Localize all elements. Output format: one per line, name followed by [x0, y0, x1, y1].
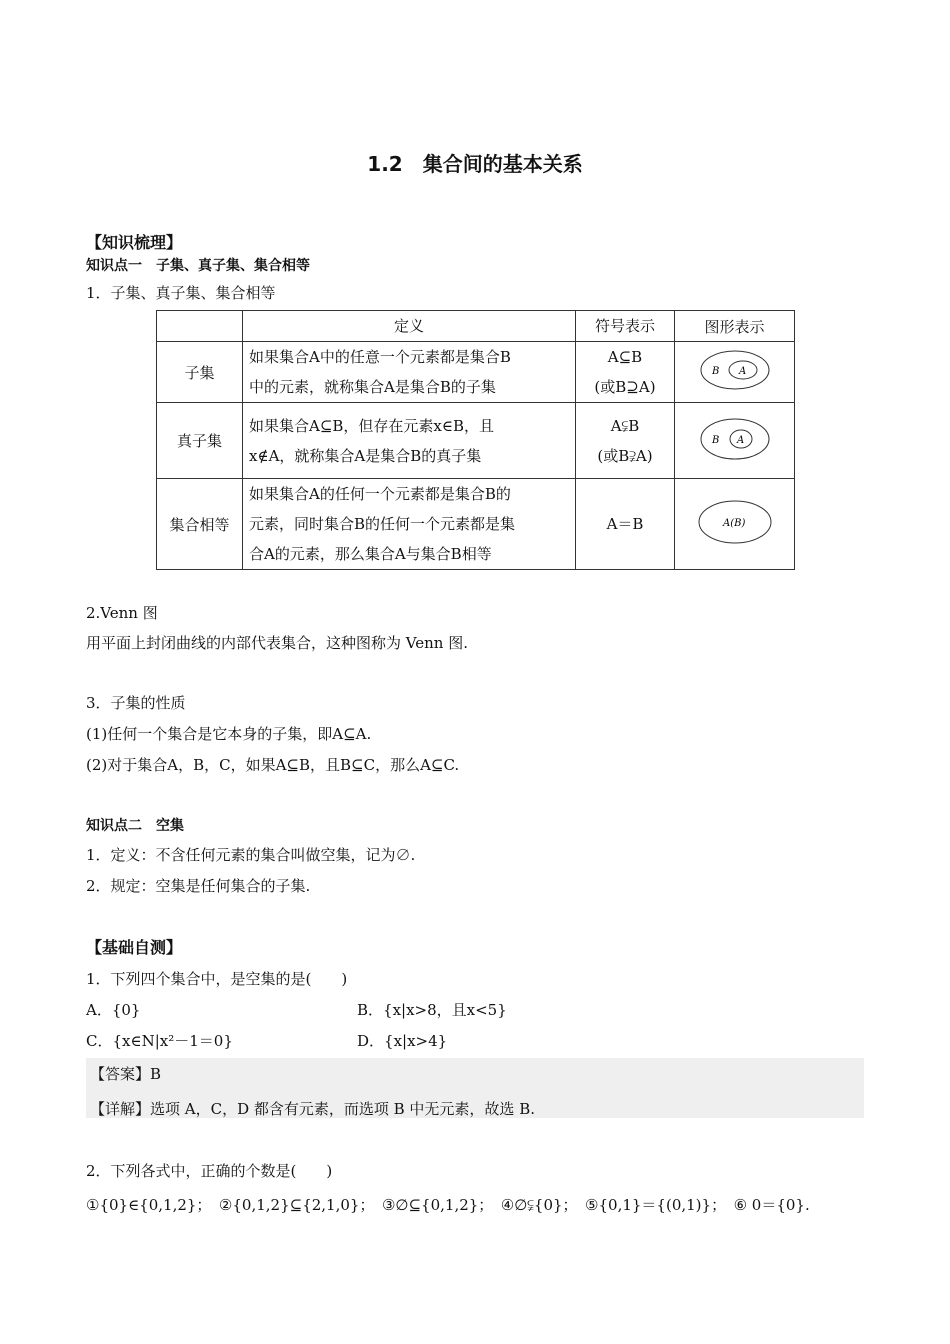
row-definition: [243, 342, 576, 403]
question-1-option-d: D．{x|x>4}: [357, 1032, 448, 1050]
page-title: 1.2 集合间的基本关系: [367, 152, 583, 176]
property-1: (1)任何一个集合是它本身的子集，即A⊆A.: [86, 725, 372, 743]
empty-set-definition: 1．定义：不含任何元素的集合叫做空集，记为∅.: [86, 846, 416, 864]
question-2-items: ①{0}∈{0,1,2}； ②{0,1,2}⊆{2,1,0}； ③∅⊆{0,1,2}； ④∅⫋{0}； ⑤{0,1}＝{(0,1)}； ⑥ 0＝{0}.: [86, 1196, 810, 1214]
definition-line: 合A的元素，那么集合A与集合B相等: [249, 545, 492, 563]
definition-line: x∉A，就称集合A是集合B的真子集: [249, 446, 482, 465]
row-symbol: [576, 342, 675, 403]
definition-line: 如果集合A的任何一个元素都是集合B的: [249, 485, 511, 503]
question-1-option-b: B．{x|x>8，且x<5}: [357, 1001, 507, 1019]
venn-inner-label: A: [738, 366, 746, 377]
row-definition: [243, 479, 576, 570]
knowledge-point-1-item: 1．子集、真子集、集合相等: [86, 284, 276, 302]
question-1-option-a: A．{0}: [86, 1001, 141, 1019]
table-row: [157, 403, 795, 479]
question-1-stem: 1．下列四个集合中，是空集的是( ): [86, 970, 348, 988]
table-header: 符号表示: [576, 311, 675, 342]
question-1-detail: 【详解】选项 A，C，D 都含有元素，而选项 B 中无元素，故选 B.: [90, 1100, 535, 1118]
row-symbol: [576, 403, 675, 479]
row-name: 集合相等: [157, 479, 243, 570]
venn-description: 用平面上封闭曲线的内部代表集合，这种图称为 Venn 图.: [86, 634, 468, 652]
venn-subset-diagram: [699, 348, 771, 392]
knowledge-point-2-title: 知识点二 空集: [86, 818, 184, 834]
table-header-row: [157, 311, 795, 342]
row-name: 子集: [157, 342, 243, 403]
definition-line: 元素，同时集合B的任何一个元素都是集: [249, 515, 516, 533]
row-definition: [243, 403, 576, 479]
symbol-line: A＝B: [606, 515, 644, 533]
definition-line: 中的元素，就称集合A是集合B的子集: [249, 378, 496, 396]
empty-set-rule: 2．规定：空集是任何集合的子集.: [86, 877, 311, 895]
definition-line: 如果集合A⊆B，但存在元素x∈B，且: [249, 416, 495, 435]
row-symbol: [576, 479, 675, 570]
venn-proper-subset-diagram: [699, 416, 771, 462]
venn-inner-label: A: [736, 434, 744, 446]
row-figure: [675, 479, 795, 570]
venn-title: 2.Venn 图: [86, 604, 158, 622]
table-row: [157, 479, 795, 570]
venn-equal-diagram: [697, 499, 773, 545]
relations-table: [156, 310, 795, 570]
table-header: 图形表示: [675, 311, 795, 342]
table-header: 定义: [243, 311, 576, 342]
symbol-line: A⊆B: [607, 348, 643, 366]
symbol-line: (或B⊇A): [594, 378, 656, 396]
venn-label: A(B): [722, 518, 745, 529]
property-2: (2)对于集合A，B，C，如果A⊆B，且B⊆C，那么A⊆C.: [86, 756, 460, 774]
knowledge-point-1-title: 知识点一 子集、真子集、集合相等: [86, 258, 310, 274]
subset-properties-title: 3．子集的性质: [86, 694, 186, 712]
row-figure: [675, 342, 795, 403]
section-heading-self-test: 【基础自测】: [86, 938, 183, 957]
venn-outer-label: B: [711, 434, 719, 446]
section-heading-knowledge: 【知识梳理】: [86, 233, 183, 252]
symbol-line: (或B⫌A): [597, 446, 653, 465]
definition-line: 如果集合A中的任意一个元素都是集合B: [249, 348, 511, 366]
table-row: [157, 342, 795, 403]
venn-outer-label: B: [711, 366, 719, 377]
row-name: 真子集: [157, 403, 243, 479]
row-figure: [675, 403, 795, 479]
table-header: [157, 311, 243, 342]
question-1-option-c: C．{x∈N|x²－1＝0}: [86, 1032, 233, 1050]
symbol-line: A⫋B: [610, 416, 640, 435]
question-1-answer: 【答案】B: [90, 1065, 162, 1083]
question-2-stem: 2．下列各式中，正确的个数是( ): [86, 1162, 333, 1180]
